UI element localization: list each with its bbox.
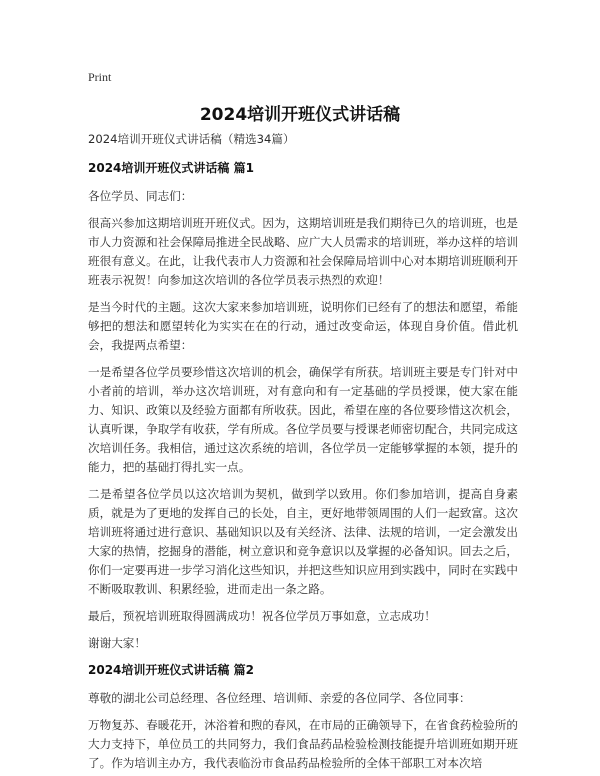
document-body bbox=[88, 130, 518, 776]
paragraph: 是当今时代的主题。这次大家来参加培训班，说明你们已经有了的想法和愿望，希能够把的想法和愿望转化为实实在在的行动，通过改变命运，体现自身价值。借此机会，我提两点希望： bbox=[88, 300, 518, 352]
paragraph: 二是希望各位学员以这次培训为契机，做到学以致用。你们参加培训，提高自身素质，就是为了更地的发挥自己的长处，自主，更好地带领周围的人们一起致富。这次培训班将通过进行意识、基础知识以及有关经济、法律、法规的培训，一定会激发出大家的热情，挖掘身的潜能，树立意识和竞争意识以及掌握的必备知识。回去之后，你们一定要再进一步学习消化这些知识，并把这些知识应用到实践中，同时在实践中不断吸取教训、积累经验，进而走出一条之路。 bbox=[88, 487, 518, 596]
paragraph: 各位学员、同志们： bbox=[88, 189, 193, 203]
paragraph: 谢谢大家！ bbox=[88, 636, 146, 650]
page-title: 2024培训开班仪式讲话稿 bbox=[199, 105, 401, 125]
paragraph: 很高兴参加这期培训班开班仪式。因为，这期培训班是我们期待已久的培训班，也是市人力资源和社会保障局推进全民战略、应广大人员需求的培训班，举办这样的培训班很有意义。在此，让我代表市人力资源和社会保障局培训中心对本期培训班顺利开班表示祝贺！向参加这次培训的各位学员表示热烈的欢迎！ bbox=[88, 216, 518, 287]
print-link[interactable]: Print bbox=[88, 70, 112, 84]
paragraph: 尊敬的湖北公司总经理、各位经理、培训师、亲爱的各位同学、各位同事： bbox=[88, 691, 471, 705]
section-heading-2: 2024培训开班仪式讲话稿 篇2 bbox=[88, 663, 254, 677]
section-heading-1: 2024培训开班仪式讲话稿 篇1 bbox=[88, 161, 254, 175]
paragraph: 最后，预祝培训班取得圆满成功！祝各位学员万事如意，立志成功！ bbox=[88, 609, 436, 623]
document-subtitle: 2024培训开班仪式讲话稿（精选34篇） bbox=[88, 132, 295, 146]
paragraph: 一是希望各位学员要珍惜这次培训的机会，确保学有所获。培训班主要是专门针对中小者前的培训，举办这次培训班，对有意向和有一定基础的学员授课，使大家在能力、知识、政策以及经验方面都有所收获。因此，希望在座的各位要珍惜这次机会，认真听课，争取学有收获，学有所成。各位学员要与授课老师密切配合，共同完成这次培训任务。我相信，通过这次系统的培训，各位学员一定能够掌握的本领，提升的能力，把的基础打得扎实一点。 bbox=[88, 365, 518, 474]
paragraph: 万物复苏、春暖花开，沐浴着和煦的春风，在市局的正确领导下，在省食药检验所的大力支持下，单位员工的共同努力，我们食品药品检验检测技能提升培训班如期开班了。作为培训主办方，我代表临汾市食品药品检验所的全体干部职工对本次培 bbox=[88, 718, 518, 770]
